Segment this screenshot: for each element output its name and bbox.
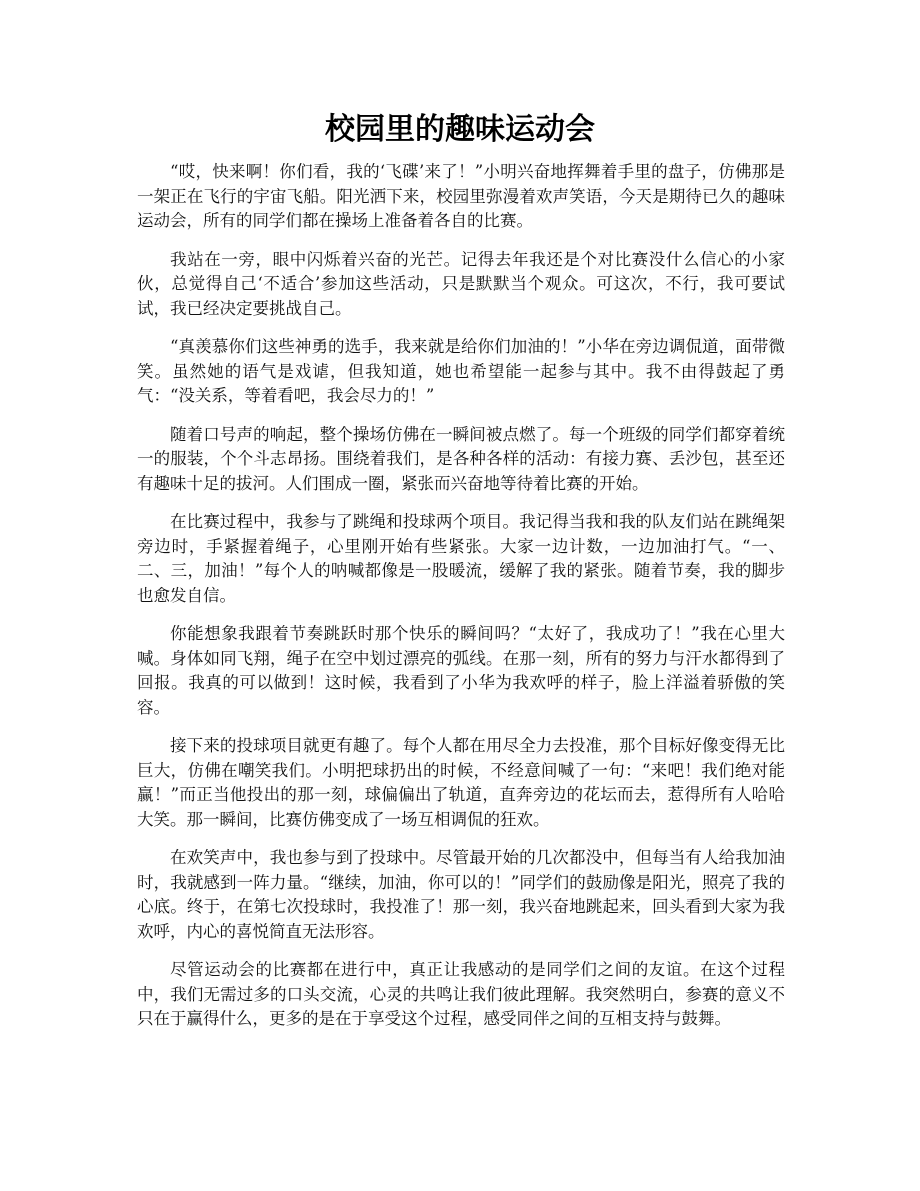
paragraph-9: 尽管运动会的比赛都在进行中，真正让我感动的是同学们之间的友谊。在这个过程中，我们无需过多的口头交流，心灵的共鸣让我们彼此理解。我突然明白，参赛的意义不只在于赢得什么，更多的是在于享受这个过程，感受同伴之间的互相支持与鼓舞。 [137, 960, 785, 1028]
paragraph-4: 随着口号声的响起，整个操场仿佛在一瞬间被点燃了。每一个班级的同学们都穿着统一的服装，个个斗志昂扬。围绕着我们，是各种各样的活动：有接力赛、丢沙包，甚至还有趣味十足的拔河。人们围成一圈，紧张而兴奋地等待着比赛的开始。 [137, 424, 785, 493]
paragraph-6: 你能想象我跟着节奏跳跃时那个快乐的瞬间吗？“太好了，我成功了！”我在心里大喊。身体如同飞翔，绳子在空中划过漂亮的弧线。在那一刻，所有的努力与汗水都得到了回报。我真的可以做到！这时候，我看到了小华为我欢呼的样子，脸上洋溢着骄傲的笑容。 [137, 624, 785, 717]
paragraph-2: 我站在一旁，眼中闪烁着兴奋的光芒。记得去年我还是个对比赛没什么信心的小家伙，总觉得自己‘不适合’参加这些活动，只是默默当个观众。可这次，不行，我可要试试，我已经决定要挑战自己。 [137, 249, 785, 318]
paragraph-3: “真羡慕你们这些神勇的选手，我来就是给你们加油的！”小华在旁边调侃道，面带微笑。虽然她的语气是戏谑，但我知道，她也希望能一起参与其中。我不由得鼓起了勇气：“没关系，等着看吧，我会尽力的！” [137, 337, 785, 405]
document-title: 校园里的趣味运动会 [325, 112, 595, 147]
paragraph-8: 在欢笑声中，我也参与到了投球中。尽管最开始的几次都没中，但每当有人给我加油时，我就感到一阵力量。“继续，加油，你可以的！”同学们的鼓励像是阳光，照亮了我的心底。终于，在第七次投球时，我投准了！那一刻，我兴奋地跳起来，回头看到大家为我欢呼，内心的喜悦简直无法形容。 [137, 848, 785, 941]
paragraph-1: “哎，快来啊！你们看，我的‘飞碟’来了！”小明兴奋地挥舞着手里的盘子，仿佛那是一架正在飞行的宇宙飞船。阳光洒下来，校园里弥漫着欢声笑语，今天是期待已久的趣味运动会，所有的同学们都在操场上准备着各自的比赛。 [137, 162, 785, 230]
paragraph-5: 在比赛过程中，我参与了跳绳和投球两个项目。我记得当我和我的队友们站在跳绳架旁边时，手紧握着绳子，心里刚开始有些紧张。大家一边计数，一边加油打气。“一、二、三，加油！”每个人的呐喊都像是一股暖流，缓解了我的紧张。随着节奏，我的脚步也愈发自信。 [137, 512, 785, 605]
document-body [137, 160, 785, 1046]
paragraph-7: 接下来的投球项目就更有趣了。每个人都在用尽全力去投准，那个目标好像变得无比巨大，仿佛在嘲笑我们。小明把球扔出的时候，不经意间喊了一句：“来吧！我们绝对能赢！”而正当他投出的那一刻，球偏偏出了轨道，直奔旁边的花坛而去，惹得所有人哈哈大笑。那一瞬间，比赛仿佛变成了一场互相调侃的狂欢。 [137, 736, 785, 829]
